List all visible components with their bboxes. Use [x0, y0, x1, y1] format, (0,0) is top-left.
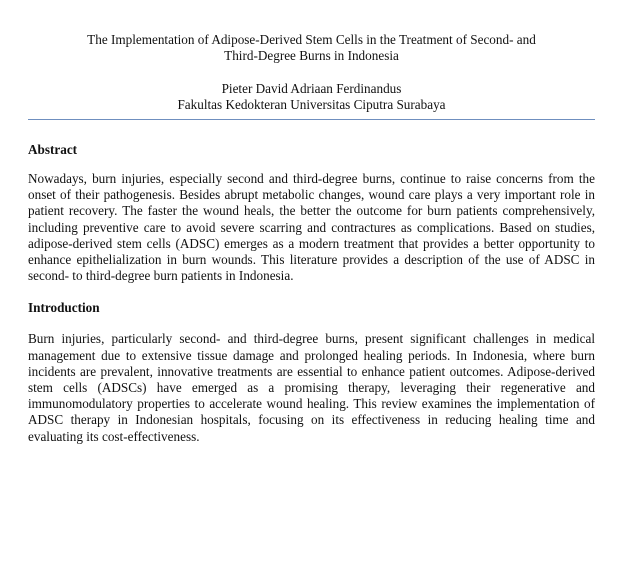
introduction-heading: Introduction [28, 300, 100, 316]
introduction-text: Burn injuries, particularly second- and third-degree burns, present significant challenges in medical management due to extensive tissue damage and prolonged healing periods. In Indonesia, where burn incidents are prevalent, innovative treatments are essential to enhance patient outcomes. Adipose-derived stem cells (ADSCs) have emerged as a promising therapy, leveraging their regenerative and immunomodulatory properties to accelerate wound healing. This review examines the implementation of ADSC therapy in Indonesian hospitals, focusing on its effectiveness in reducing healing time and evaluating its cost-effectiveness. [28, 331, 595, 444]
abstract-heading: Abstract [28, 142, 78, 157]
author-block [28, 81, 595, 113]
author-name: Pieter David Adriaan Ferdinandus [221, 81, 402, 96]
paper-title [28, 32, 595, 64]
header-divider [28, 119, 595, 120]
abstract-text: Nowadays, burn injuries, especially second and third-degree burns, continue to raise concerns from the onset of their pathogenesis. Besides abrupt metabolic changes, wound care plays a very important role in patient recovery. The faster the wound heals, the better the outcome for burn patients comprehensively, including preventive care to avoid severe scarring and contractures as complications. Based on studies, adipose-derived stem cells (ADSC) emerges as a modern treatment that provides a better opportunity to enhance epithelialization in burn wounds. This literature provides a description of the use of ADSC in second- to third-degree burn patients in Indonesia. [28, 171, 595, 284]
paper-header [28, 32, 595, 113]
paper-title-line-1: The Implementation of Adipose-Derived Stem Cells in the Treatment of Second- and [87, 32, 536, 47]
author-affiliation: Fakultas Kedokteran Universitas Ciputra Surabaya [177, 97, 446, 112]
paper-title-line-2: Third-Degree Burns in Indonesia [224, 48, 399, 63]
